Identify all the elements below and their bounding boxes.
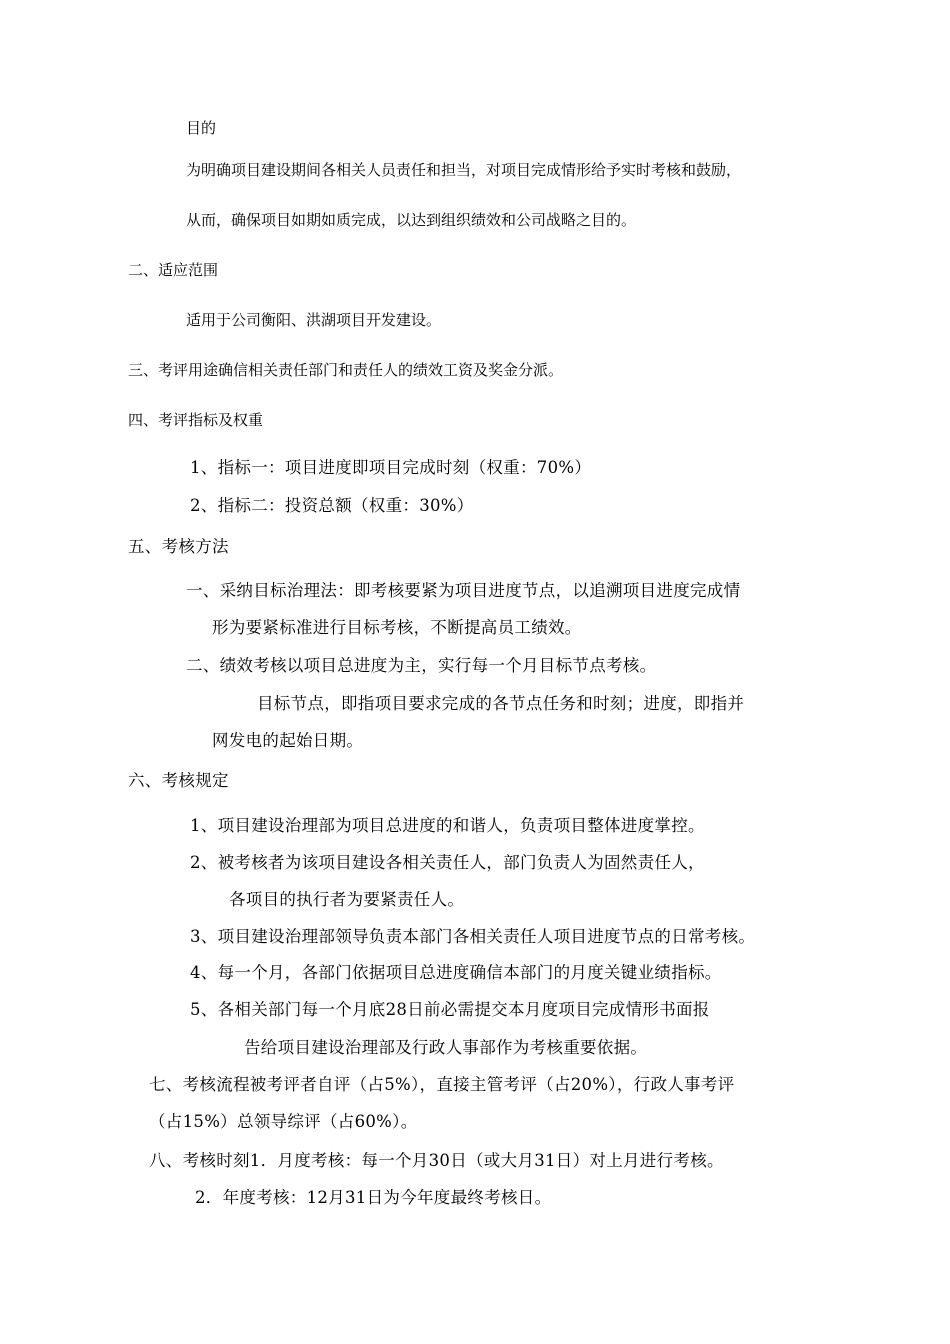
indicator-1: 1、指标一：项目进度即项目完成时刻（权重：70%） [190, 458, 592, 477]
rules-heading: 六、考核规定 [128, 771, 229, 790]
rule-2-line-1: 2、被考核者为该项目建设各相关责任人，部门负责人为固然责任人， [190, 853, 705, 872]
rule-4: 4、每一个月，各部门依据项目总进度确信本部门的月度关键业绩指标。 [190, 963, 722, 982]
rule-3: 3、项目建设治理部领导负责本部门各相关责任人项目进度节点的日常考核。 [190, 927, 756, 946]
rule-5-line-2: 告给项目建设治理部及行政人事部作为考核重要依据。 [244, 1038, 648, 1057]
method-1-line-2: 形为要紧标准进行目标考核，不断提高员工绩效。 [212, 618, 582, 637]
purpose-text-line-1: 为明确项目建设期间各相关人员责任和担当，对项目完成情形给予实时考核和鼓励， [186, 161, 742, 179]
purpose-heading: 目的 [186, 119, 217, 137]
method-heading: 五、考核方法 [128, 537, 229, 556]
process-line-2: （占15%）总领导综评（占60%）。 [149, 1112, 418, 1131]
purpose-text-line-2: 从而，确保项目如期如质完成，以达到组织绩效和公司战略之目的。 [186, 211, 637, 229]
rule-2-line-2: 各项目的执行者为要紧责任人。 [229, 890, 465, 909]
rule-1: 1、项目建设治理部为项目总进度的和谐人，负责项目整体进度掌控。 [190, 816, 705, 835]
method-2-detail-line-2: 网发电的起始日期。 [212, 731, 364, 750]
process-line-1: 七、考核流程被考评者自评（占5%），直接主管考评（占20%），行政人事考评 [149, 1075, 735, 1094]
timing-line-2: 2．年度考核：12月31日为今年度最终考核日。 [195, 1188, 552, 1207]
method-1-line-1: 一、采纳目标治理法：即考核要紧为项目进度节点，以追溯项目进度完成情 [186, 581, 741, 600]
rule-5-line-1: 5、各相关部门每一个月底28日前必需提交本月度项目完成情形书面报 [190, 1000, 710, 1019]
scope-heading: 二、适应范围 [128, 261, 219, 279]
indicator-2: 2、指标二：投资总额（权重：30%） [190, 496, 474, 515]
usage-heading: 三、考评用途确信相关责任部门和责任人的绩效工资及奖金分派。 [128, 361, 564, 379]
timing-line-1: 八、考核时刻1．月度考核：每一个月30日（或大月31日）对上月进行考核。 [149, 1151, 724, 1170]
scope-text: 适用于公司衡阳、洪湖项目开发建设。 [186, 311, 442, 329]
indicators-heading: 四、考评指标及权重 [128, 411, 264, 429]
method-2-detail-line-1: 目标节点，即指项目要求完成的各节点任务和时刻；进度，即指并 [257, 694, 745, 713]
method-2: 二、绩效考核以项目总进度为主，实行每一个月目标节点考核。 [186, 656, 657, 675]
